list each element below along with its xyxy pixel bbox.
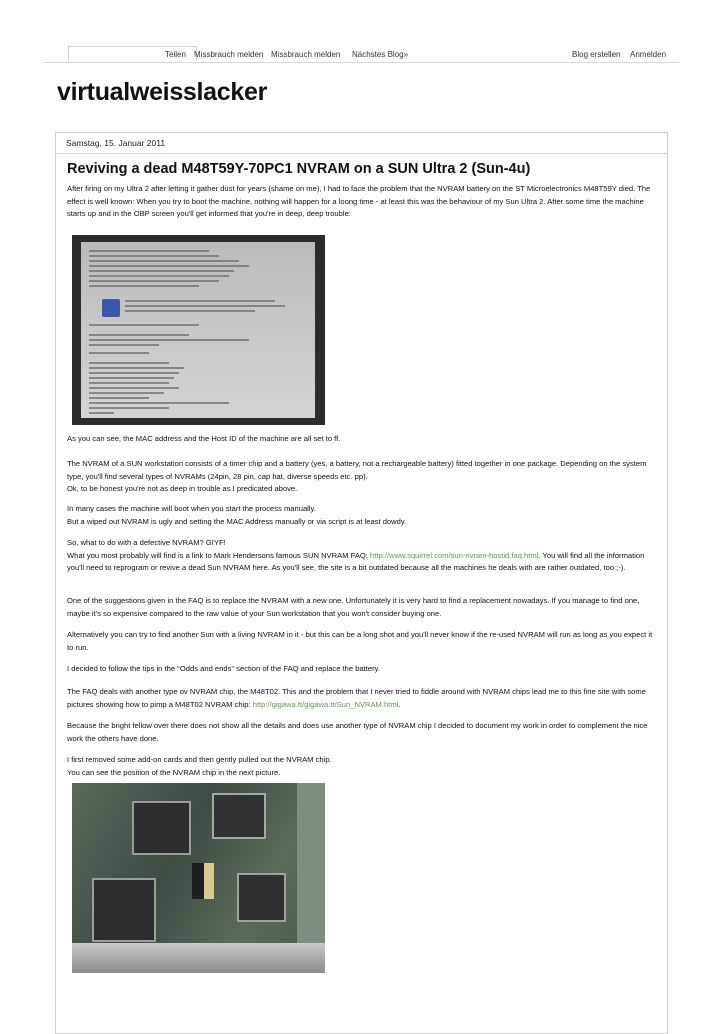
board-chip (92, 878, 156, 942)
paragraph-m48t02-text: The FAQ deals with another type ov NVRAM chip, the M48T02. This and the problem that I never tried to fiddle around with NVRAM chips lead me to this fine site with some pictures showing how to pimp a M48T02 NVRAM chip: (67, 687, 646, 709)
board-chip (132, 801, 191, 855)
paragraph-mac-address: As you can see, the MAC address and the Host ID of the machine are all set to ff. (67, 434, 341, 443)
paragraph-removal (67, 754, 657, 779)
post-container (55, 132, 668, 1034)
paragraph-nvram-text: The NVRAM of a SUN workstation consists of a timer chip and a battery (yes, a battery, not a rechargeable battery) fitted together in one package. Depending on the system type, you'll find several types of NVRAMs (24pin, 28 pin, cap hat, diverse speeds etc. pp). (67, 459, 647, 481)
board-chip (212, 793, 266, 839)
blogger-navbar (43, 42, 679, 63)
blog-title[interactable]: virtualweisslacker (57, 78, 268, 106)
board-chip (72, 943, 325, 973)
date-bar (56, 133, 667, 154)
nvram-faq-link[interactable]: http://www.squirrel.com/sun-nvram-hostid.faq.html (370, 550, 539, 560)
paragraph-m48t02 (67, 686, 657, 711)
paragraph-odds-ends: I decided to follow the tips in the "Odds and ends" section of the FAQ and replace the battery. (67, 664, 380, 673)
paragraph-alternative: Alternatively you can try to find another Sun with a living NVRAM in it - but this can be a long shot and you'll never know if the re-used NVRAM will run as long as you expect it to run. (67, 630, 653, 652)
date-header: Samstag, 15. Januar 2011 (66, 138, 166, 148)
create-blog-link[interactable]: Blog erstellen (572, 50, 621, 59)
board-chip (192, 863, 204, 899)
paragraph-faq-text-2: . You will find all the information you'll need to reprogram or revive a dead Sun NVRAM here. As you'll see, the site is a bit outdated because all the machines he deals with are rather outdated, too ;-). (67, 550, 645, 573)
paragraph-m48t02-end: . (398, 699, 401, 709)
paragraph-intro: After firing on my Ultra 2 after letting it gather dust for years (shame on me), I had to face the problem that the NVRAM battery on the ST Microelectronics M48T59Y died. The effect is well known: When you try to boot the machine, nothing will happen for a loong time - at least this was the behaviour of my Sun Ultra 2. After some time the machine starts up and in the OBP screen you'll get informed that you're in deep, deep trouble: (67, 184, 651, 219)
obp-screen-photo[interactable] (72, 235, 325, 425)
report-abuse-link[interactable]: Missbrauch melden (194, 50, 264, 59)
sun-logo-icon (102, 299, 120, 317)
board-chip (204, 863, 214, 899)
gigawatt-link[interactable]: http://gigawa.tt/gigawa.tt/Sun_NVRAM.html (252, 699, 399, 709)
paragraph-removal-text-2: You can see the position of the NVRAM chip in the next picture. (67, 767, 281, 777)
paragraph-faq-text: What you most probably will find is a link to Mark Hendersons famous SUN NVRAM FAQ: (67, 550, 371, 560)
paragraph-giyf (67, 537, 657, 575)
paragraph-boot (67, 503, 657, 528)
board-chip (237, 873, 286, 922)
motherboard-photo[interactable] (72, 783, 325, 973)
paragraph-document: Because the bright fellow over there does not show all the details and does use another type of NVRAM chip I decided to document my work in order to complement the nice work the others have done. (67, 721, 648, 743)
paragraph-nvram-text-2: Ok, to be honest you're not as deep in trouble as I predicated above. (67, 484, 298, 494)
share-link[interactable]: Teilen (165, 50, 186, 59)
paragraph-boot-text: In many cases the machine will boot when you start the process manually. (67, 504, 316, 513)
paragraph-nvram-info (67, 458, 657, 496)
report-abuse-link-2[interactable]: Missbrauch melden (271, 50, 341, 59)
post-title[interactable]: Reviving a dead M48T59Y-70PC1 NVRAM on a SUN Ultra 2 (Sun-4u) (67, 161, 531, 177)
paragraph-removal-text: I first removed some add-on cards and then gently pulled out the NVRAM chip. (67, 755, 332, 764)
paragraph-replacement: One of the suggestions given in the FAQ is to replace the NVRAM with a new one. Unfortunately it is very hard to find a replacement nowadays. If you manage to find one, maybe it's so expensive compared to the raw value of your Sun workstation that you won't consider buying one. (67, 596, 640, 618)
next-blog-link[interactable]: Nächstes Blog» (352, 50, 409, 59)
paragraph-giyf-text: So, what to do with a defective NVRAM? GIYF! (67, 538, 226, 547)
sign-in-link[interactable]: Anmelden (630, 50, 667, 59)
paragraph-boot-text-2: But a wiped out NVRAM is ugly and setting the MAC Address manually or via script is at least dowdy. (67, 516, 407, 526)
obp-screen-display (81, 242, 315, 418)
